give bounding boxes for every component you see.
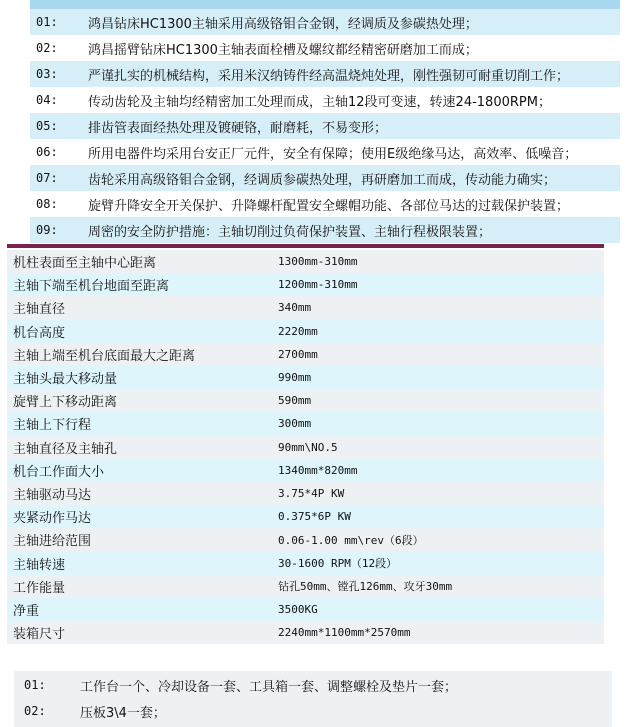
table-row xyxy=(7,389,604,412)
item-number: 01: xyxy=(24,678,46,692)
table-row xyxy=(7,528,604,551)
accessory-list xyxy=(14,671,612,727)
list-item xyxy=(30,35,620,61)
spec-value: 2700mm xyxy=(278,347,318,361)
spec-label: 夹紧动作马达 xyxy=(13,511,92,527)
list-item xyxy=(30,9,620,35)
spec-label: 机柱表面至主轴中心距离 xyxy=(13,256,157,272)
spec-value: 0.375*6P KW xyxy=(278,510,351,524)
item-text: 鸿昌摇臂钻床HC1300主轴表面栓槽及螺纹都经精密研磨加工而成； xyxy=(88,42,478,58)
spec-label: 净重 xyxy=(13,603,40,619)
spec-value: 0.06-1.00 mm\rev（6段） xyxy=(278,533,424,547)
table-row xyxy=(7,482,604,505)
spec-label: 主轴转速 xyxy=(13,557,66,573)
spec-label: 主轴上下行程 xyxy=(13,418,92,434)
table-row xyxy=(7,366,604,389)
spec-value: 2240mm*1100mm*2570mm xyxy=(278,626,411,640)
spec-label: 旋臂上下移动距离 xyxy=(13,395,118,411)
item-text: 齿轮采用高级铬钼合金钢，经调质参碳热处理，再研磨加工而成，传动能力确实； xyxy=(88,172,557,188)
item-text: 鸿昌钻床HC1300主轴采用高级铬钼合金钢，经调质及参碳热处理； xyxy=(88,16,478,32)
list-item xyxy=(30,217,620,243)
table-row xyxy=(7,436,604,459)
item-number: 03: xyxy=(36,67,58,81)
spec-label: 主轴上端至机台底面最大之距离 xyxy=(13,348,196,364)
table-row xyxy=(7,551,604,574)
spec-value: 1300mm-310mm xyxy=(278,255,358,269)
spec-value: 1340mm*820mm xyxy=(278,463,358,477)
item-text: 周密的安全防护措施：主轴切削过负荷保护装置、主轴行程极限装置； xyxy=(88,224,492,240)
item-number: 07: xyxy=(36,171,58,185)
spec-value: 2220mm xyxy=(278,324,318,338)
list-item xyxy=(14,699,612,723)
spec-label: 主轴下端至机台地面至距离 xyxy=(13,279,170,295)
item-text: 严谨扎实的机械结构，采用米汉纳铸件经高温烧炖处理，刚性强韧可耐重切削工作； xyxy=(88,68,570,84)
spec-label: 机台工作面大小 xyxy=(13,464,105,480)
spec-value: 3.75*4P KW xyxy=(278,486,345,500)
table-row xyxy=(7,273,604,296)
spec-value: 1200mm-310mm xyxy=(278,278,358,292)
item-text: 排齿管表面经热处理及镀硬铬，耐磨耗，不易变形； xyxy=(88,120,388,136)
list-item xyxy=(14,673,612,697)
spec-value: 90mm\NO.5 xyxy=(278,440,338,454)
spec-label: 主轴直径及主轴孔 xyxy=(13,441,118,457)
item-text: 传动齿轮及主轴均经精密加工处理而成，主轴12段可变速，转速24-1800RPM； xyxy=(88,94,551,110)
table-row xyxy=(7,412,604,435)
item-number: 08: xyxy=(36,197,58,211)
table-row xyxy=(7,296,604,319)
table-row xyxy=(7,598,604,621)
item-number: 04: xyxy=(36,93,58,107)
table-row xyxy=(7,505,604,528)
list-item xyxy=(30,139,620,165)
spec-value: 990mm xyxy=(278,371,312,385)
spec-label: 主轴驱动马达 xyxy=(13,487,92,503)
spec-value: 3500KG xyxy=(278,602,318,616)
spec-value: 30-1600 RPM（12段） xyxy=(278,557,398,571)
table-row xyxy=(7,575,604,598)
list-item xyxy=(30,61,620,87)
spec-value: 300mm xyxy=(278,417,312,431)
item-number: 02: xyxy=(24,704,46,718)
spec-table xyxy=(7,250,604,644)
table-row xyxy=(7,250,604,273)
feature-list xyxy=(30,9,620,243)
spec-label: 机台高度 xyxy=(13,325,66,341)
item-number: 01: xyxy=(36,15,58,29)
item-text: 工作台一个、冷却设备一套、工具箱一套、调整螺栓及垫片一套； xyxy=(80,679,458,695)
table-row xyxy=(7,343,604,366)
spec-value: 590mm xyxy=(278,394,312,408)
item-number: 05: xyxy=(36,119,58,133)
table-row xyxy=(7,320,604,343)
item-text: 所用电器件均采用台安正厂元件，安全有保障；使用E级绝缘马达，高效率、低噪音； xyxy=(88,146,578,162)
item-number: 09: xyxy=(36,223,58,237)
spec-label: 装箱尺寸 xyxy=(13,627,66,643)
cut-off-header xyxy=(30,0,620,9)
spec-label: 主轴直径 xyxy=(13,302,66,318)
list-item xyxy=(30,191,620,217)
spec-value: 340mm xyxy=(278,301,312,315)
table-header-bar xyxy=(7,244,604,248)
table-row xyxy=(7,621,604,644)
item-number: 02: xyxy=(36,41,58,55)
spec-value: 钻孔50mm、镗孔126mm、攻牙30mm xyxy=(278,580,453,594)
list-item xyxy=(30,87,620,113)
list-item xyxy=(30,165,620,191)
spec-label: 工作能量 xyxy=(13,580,66,596)
item-text: 压板3\4一套； xyxy=(80,705,166,721)
item-text: 旋臂升降安全开关保护、升降螺杆配置安全螺帽功能、各部位马达的过载保护装置； xyxy=(88,198,570,214)
table-row xyxy=(7,459,604,482)
spec-label: 主轴头最大移动量 xyxy=(13,372,118,388)
item-number: 06: xyxy=(36,145,58,159)
spec-label: 主轴进给范围 xyxy=(13,534,92,550)
list-item xyxy=(30,113,620,139)
